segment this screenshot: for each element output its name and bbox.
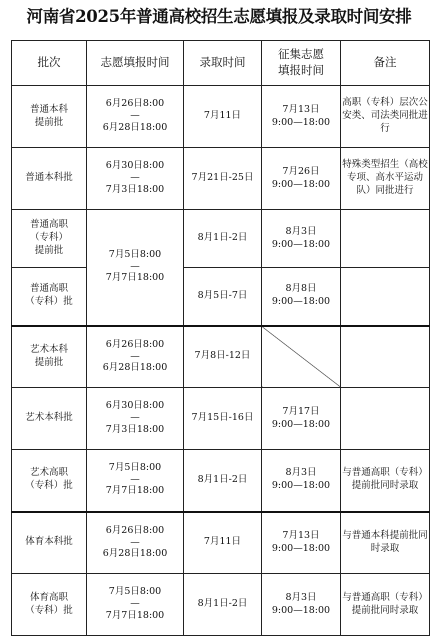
note-cell: 与普通本科提前批同时录取	[341, 512, 430, 574]
table-row	[12, 326, 430, 388]
batch-cell: 普通本科 提前批	[12, 86, 87, 148]
note-cell	[341, 210, 430, 268]
admit-time-cell: 7月8日-12日	[184, 326, 262, 388]
header-batch: 批次	[12, 41, 87, 86]
admission-schedule-table	[11, 40, 430, 636]
admit-time-cell: 7月11日	[184, 512, 262, 574]
fill-time-cell: 6月26日8:00 — 6月28日18:00	[87, 326, 184, 388]
admit-time-cell: 7月15日-16日	[184, 388, 262, 450]
table-row	[12, 388, 430, 450]
batch-cell: 艺术本科批	[12, 388, 87, 450]
fill-time-cell: 6月30日8:00 — 7月3日18:00	[87, 388, 184, 450]
admit-time-cell: 8月1日-2日	[184, 210, 262, 268]
admit-time-cell: 8月1日-2日	[184, 574, 262, 636]
note-cell	[341, 326, 430, 388]
batch-cell: 体育高职 （专科）批	[12, 574, 87, 636]
table-row	[12, 450, 430, 512]
collect-time-cell: 7月17日 9:00—18:00	[262, 388, 341, 450]
collect-time-cell: 7月13日 9:00—18:00	[262, 512, 341, 574]
table-row	[12, 148, 430, 210]
note-cell: 与普通高职（专科）提前批同时录取	[341, 574, 430, 636]
header-note: 备注	[341, 41, 430, 86]
table-row	[12, 210, 430, 268]
fill-time-cell: 7月5日8:00 — 7月7日18:00	[87, 574, 184, 636]
fill-time-cell: 6月30日8:00 — 7月3日18:00	[87, 148, 184, 210]
table-row	[12, 574, 430, 636]
header-collect-time: 征集志愿 填报时间	[262, 41, 341, 86]
header-admit-time: 录取时间	[184, 41, 262, 86]
table-header-row	[12, 41, 430, 86]
batch-cell: 普通本科批	[12, 148, 87, 210]
page-title: 河南省2025年普通高校招生志愿填报及录取时间安排	[26, 7, 412, 26]
fill-time-cell: 6月26日8:00 — 6月28日18:00	[87, 512, 184, 574]
admit-time-cell: 8月1日-2日	[184, 450, 262, 512]
batch-cell: 体育本科批	[12, 512, 87, 574]
note-cell: 高职（专科）层次公安类、司法类同批进行	[341, 86, 430, 148]
batch-cell: 普通高职 （专科）批	[12, 268, 87, 326]
fill-time-cell: 6月26日8:00 — 6月28日18:00	[87, 86, 184, 148]
admit-time-cell: 8月5日-7日	[184, 268, 262, 326]
collect-time-cell: 7月13日 9:00—18:00	[262, 86, 341, 148]
table-row	[12, 268, 430, 326]
fill-time-cell: 7月5日8:00 — 7月7日18:00	[87, 450, 184, 512]
note-cell	[341, 268, 430, 326]
batch-cell: 艺术本科 提前批	[12, 326, 87, 388]
note-cell: 与普通高职（专科）提前批同时录取	[341, 450, 430, 512]
note-cell	[341, 388, 430, 450]
fill-time-cell-merged: 7月5日8:00 — 7月7日18:00	[87, 210, 184, 326]
admit-time-cell: 7月11日	[184, 86, 262, 148]
collect-time-cell: 8月8日 9:00—18:00	[262, 268, 341, 326]
note-cell: 特殊类型招生（高校专项、高水平运动队）同批进行	[341, 148, 430, 210]
collect-time-cell-empty	[262, 326, 341, 388]
admit-time-cell: 7月21日-25日	[184, 148, 262, 210]
table-row	[12, 512, 430, 574]
collect-time-cell: 7月26日 9:00—18:00	[262, 148, 341, 210]
header-fill-time: 志愿填报时间	[87, 41, 184, 86]
table-row	[12, 86, 430, 148]
collect-time-cell: 8月3日 9:00—18:00	[262, 210, 341, 268]
collect-time-cell: 8月3日 9:00—18:00	[262, 574, 341, 636]
batch-cell: 艺术高职 （专科）批	[12, 450, 87, 512]
batch-cell: 普通高职 （专科） 提前批	[12, 210, 87, 268]
collect-time-cell: 8月3日 9:00—18:00	[262, 450, 341, 512]
